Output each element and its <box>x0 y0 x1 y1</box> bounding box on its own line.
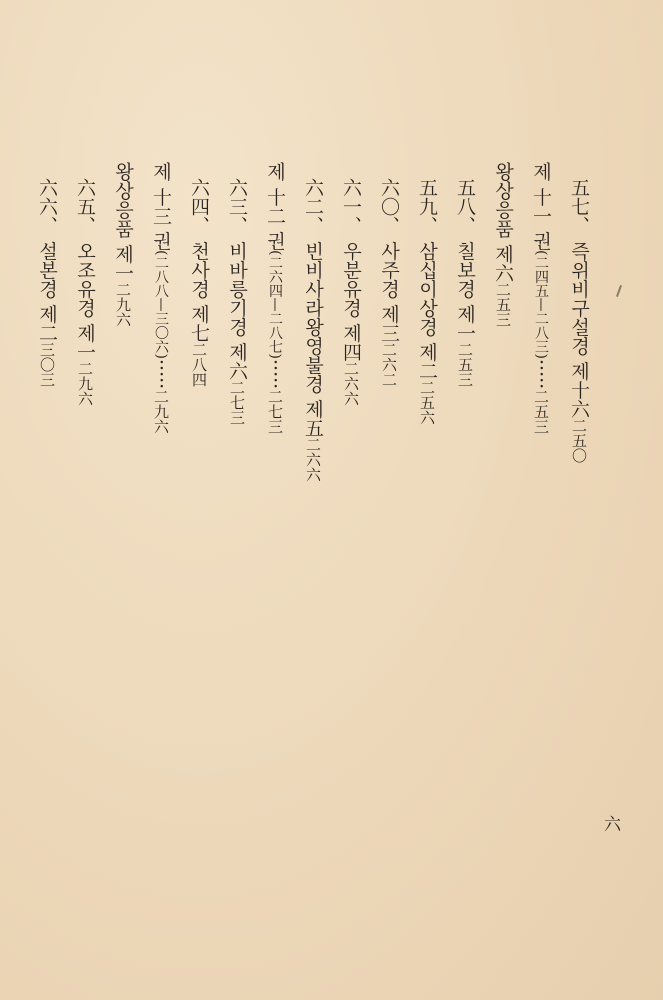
entry-title: 六〇、 사주경 제三 <box>378 178 400 343</box>
entry-title: 六五、 오조유경 제一 <box>74 178 96 362</box>
entry-title: 六一、 우분유경 제四 <box>340 178 362 362</box>
entry-title: 五八、 칠보경 제一 <box>454 178 476 343</box>
toc-entry <box>492 162 514 935</box>
toc-entry <box>416 178 438 935</box>
sutra-range: (二四五—二八三) <box>533 250 549 360</box>
entry-title: 五七、 즉위비구설경 제十六 <box>568 178 590 419</box>
leader-dots: ····· <box>530 359 552 390</box>
page-ref: 二七三 <box>228 380 246 426</box>
entry-title: 왕상응품 제一 <box>112 162 134 283</box>
page-ref: 二五三 <box>456 342 474 388</box>
toc-entry <box>378 178 400 935</box>
page-ref: 二六二 <box>380 342 398 388</box>
leader-dots: ····· <box>264 359 286 390</box>
page-ref: 二九六 <box>114 282 132 328</box>
entry-title: 왕상응품 제六 <box>492 162 514 283</box>
page-ref: 二五三 <box>532 389 550 435</box>
sutra-range: (二六四—二八七) <box>267 250 283 360</box>
page-ref: 二九六 <box>152 389 170 435</box>
page-ref: 二七三 <box>266 389 284 435</box>
page-number: 六 <box>600 815 620 832</box>
toc-entry <box>340 178 362 935</box>
entry-title: 六四、 천사경 제七 <box>188 178 210 343</box>
toc-entry <box>188 178 210 935</box>
entry-title: 六三、 비바릉기경 제六 <box>226 178 248 381</box>
page-ref: 二五六 <box>418 380 436 426</box>
toc-entry <box>112 162 134 935</box>
toc-entry <box>568 178 590 935</box>
page-ref: 二六六 <box>304 437 322 483</box>
paper-mark <box>616 285 622 297</box>
toc-entry <box>74 178 96 935</box>
entry-title: 제 十一 권 <box>530 162 552 251</box>
toc-entry <box>530 162 552 935</box>
toc-entry <box>302 178 324 935</box>
page-ref: 三〇三 <box>38 342 56 388</box>
entry-title: 六二、 빈비사라왕영불경 제五 <box>302 178 324 438</box>
page-ref: 二五〇 <box>570 418 588 464</box>
page-ref: 二六六 <box>342 361 360 407</box>
entry-title: 제 十二 권 <box>264 162 286 251</box>
sutra-range: (二八八—三〇六) <box>153 250 169 360</box>
toc-entry <box>454 178 476 935</box>
toc-entry <box>36 178 58 935</box>
page-ref: 二九六 <box>76 361 94 407</box>
page-ref: 二八四 <box>190 342 208 388</box>
entry-title: 五九、 삼십이상경 제二 <box>416 178 438 381</box>
entry-title: 제 十三 권 <box>150 162 172 251</box>
toc-entry <box>226 178 248 935</box>
entry-title: 六六、 설본경 제二 <box>36 178 58 343</box>
toc-entry <box>150 162 172 935</box>
leader-dots: ····· <box>150 359 172 390</box>
toc-entry <box>264 162 286 935</box>
page-ref: 二五三 <box>494 282 512 328</box>
